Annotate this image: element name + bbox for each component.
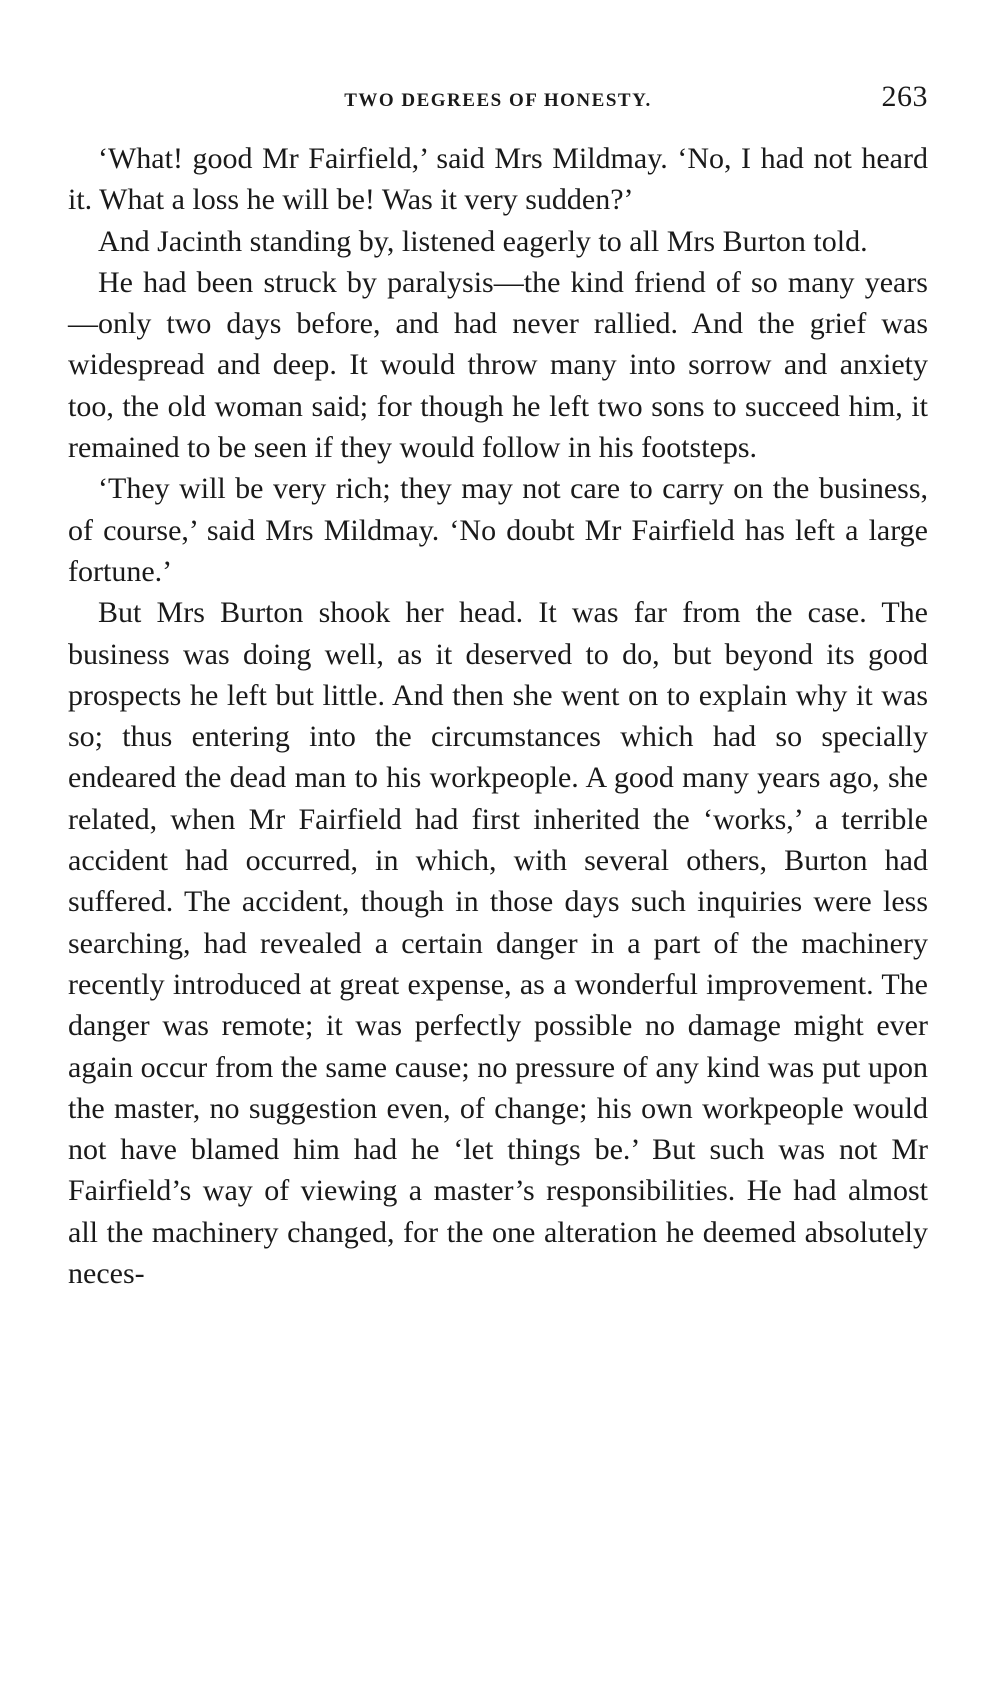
paragraph: He had been struck by paralysis—the kind friend of so many years—only two days before, and had never rallied. And the grief was widespread and deep. It would throw many into sorrow and anxiety too, the old woman said; for though he left two sons to succeed him, it remained to be seen if they would follow in his footsteps. xyxy=(68,265,928,465)
paragraph: And Jacinth standing by, listened eagerly to all Mrs Burton told. xyxy=(98,224,868,258)
running-head xyxy=(68,80,928,120)
paragraph: ‘They will be very rich; they may not care to carry on the business, of course,’ said Mrs Mildmay. ‘No doubt Mr Fairfield has left a large fortune.’ xyxy=(68,472,928,588)
running-title: TWO DEGREES OF HONESTY. xyxy=(344,90,652,111)
page-number: 263 xyxy=(881,80,928,113)
paragraph: ‘What! good Mr Fairfield,’ said Mrs Mildmay. ‘No, I had not heard it. What a loss he will be! Was it very sudden?’ xyxy=(68,142,928,217)
paragraph: But Mrs Burton shook her head. It was far from the case. The business was doing well, as it deserved to do, but beyond its good prospects he left but little. And then she went on to explain why it was so; thus entering into the circumstances which had so specially endeared the dead man to his workpeople. A good many years ago, she related, when Mr Fairfield had first inherited the ‘works,’ a terrible accident had occurred, in which, with several others, Burton had suffered. The accident, though in those days such inquiries were less searching, had revealed a certain danger in a part of the machinery recently introduced at great expense, as a wonderful improvement. The danger was remote; it was perfectly possible no damage might ever again occur from the same cause; no pressure of any kind was put upon the master, no suggestion even, of change; his own workpeople would not have blamed him had he ‘let things be.’ But such was not Mr Fairfield’s way of viewing a master’s responsibilities. He had almost all the machinery changed, for the one alteration he deemed absolutely neces- xyxy=(68,596,928,1291)
body-text xyxy=(68,138,928,1294)
